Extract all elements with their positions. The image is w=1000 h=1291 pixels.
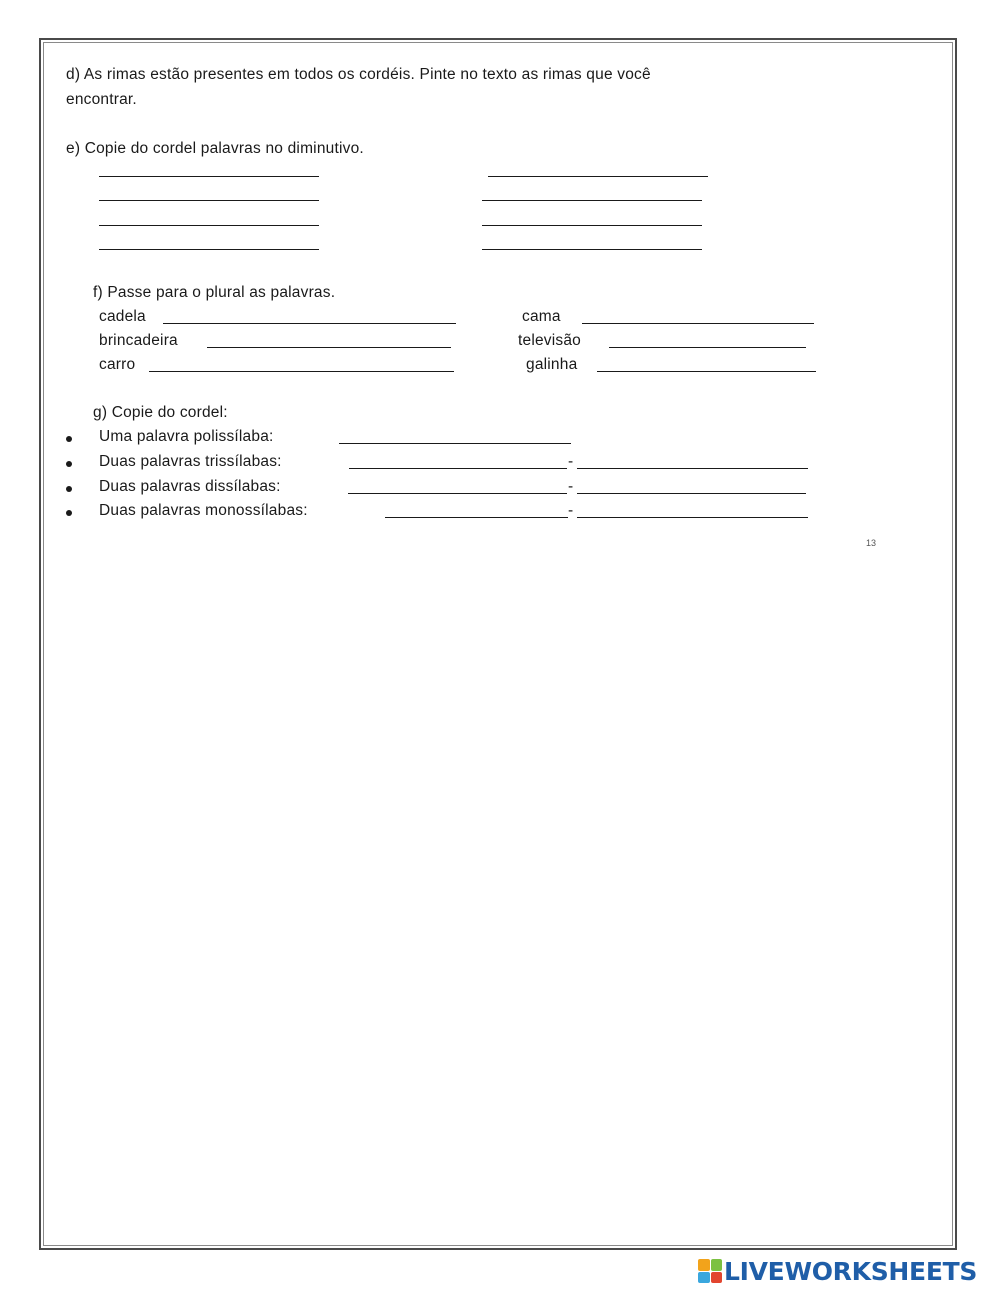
page-number: 13 [866, 538, 877, 548]
separator-dash: - [568, 478, 574, 495]
plural-answer-cama[interactable] [582, 323, 814, 324]
list-item-monossilabas: Duas palavras monossílabas: [99, 502, 308, 519]
question-f-prompt: f) Passe para o plural as palavras. [93, 284, 336, 301]
question-e-prompt: e) Copie do cordel palavras no diminutivo. [66, 140, 364, 157]
question-d-line2: encontrar. [66, 91, 137, 108]
list-item-dissilabas: Duas palavras dissílabas: [99, 478, 281, 495]
plural-word-brincadeira: brincadeira [99, 332, 178, 349]
plural-answer-carro[interactable] [149, 371, 454, 372]
list-item-trissilabas: Duas palavras trissílabas: [99, 453, 282, 470]
bullet-icon [66, 461, 72, 467]
plural-answer-televisao[interactable] [609, 347, 806, 348]
liveworksheets-footer[interactable] [698, 1256, 977, 1286]
plural-word-televisao: televisão [518, 332, 581, 349]
plural-answer-cadela[interactable] [163, 323, 456, 324]
answer-line-e-7[interactable] [99, 249, 319, 250]
answer-line-dissilabas-1[interactable] [348, 493, 567, 494]
answer-line-e-8[interactable] [482, 249, 702, 250]
liveworksheets-brand: LIVEWORKSHEETS [724, 1256, 978, 1286]
list-item-polissilaba: Uma palavra polissílaba: [99, 428, 274, 445]
answer-line-e-2[interactable] [488, 176, 708, 177]
answer-line-trissilabas-1[interactable] [349, 468, 567, 469]
bullet-icon [66, 510, 72, 516]
answer-line-monossilabas-1[interactable] [385, 517, 568, 518]
separator-dash: - [568, 502, 574, 519]
plural-answer-galinha[interactable] [597, 371, 816, 372]
answer-line-dissilabas-2[interactable] [577, 493, 806, 494]
answer-line-polissilaba[interactable] [339, 443, 571, 444]
plural-word-carro: carro [99, 356, 136, 373]
liveworksheets-logo-icon [698, 1259, 722, 1283]
answer-line-e-3[interactable] [99, 200, 319, 201]
plural-word-cadela: cadela [99, 308, 146, 325]
question-g-prompt: g) Copie do cordel: [93, 404, 228, 421]
answer-line-trissilabas-2[interactable] [577, 468, 808, 469]
plural-answer-brincadeira[interactable] [207, 347, 451, 348]
answer-line-e-4[interactable] [482, 200, 702, 201]
bullet-icon [66, 486, 72, 492]
separator-dash: - [568, 453, 574, 470]
answer-line-e-6[interactable] [482, 225, 702, 226]
page-border [39, 38, 957, 1250]
question-d-line1: d) As rimas estão presentes em todos os cordéis. Pinte no texto as rimas que você [66, 66, 651, 83]
answer-line-monossilabas-2[interactable] [577, 517, 808, 518]
plural-word-cama: cama [522, 308, 561, 325]
plural-word-galinha: galinha [526, 356, 578, 373]
answer-line-e-1[interactable] [99, 176, 319, 177]
bullet-icon [66, 436, 72, 442]
answer-line-e-5[interactable] [99, 225, 319, 226]
